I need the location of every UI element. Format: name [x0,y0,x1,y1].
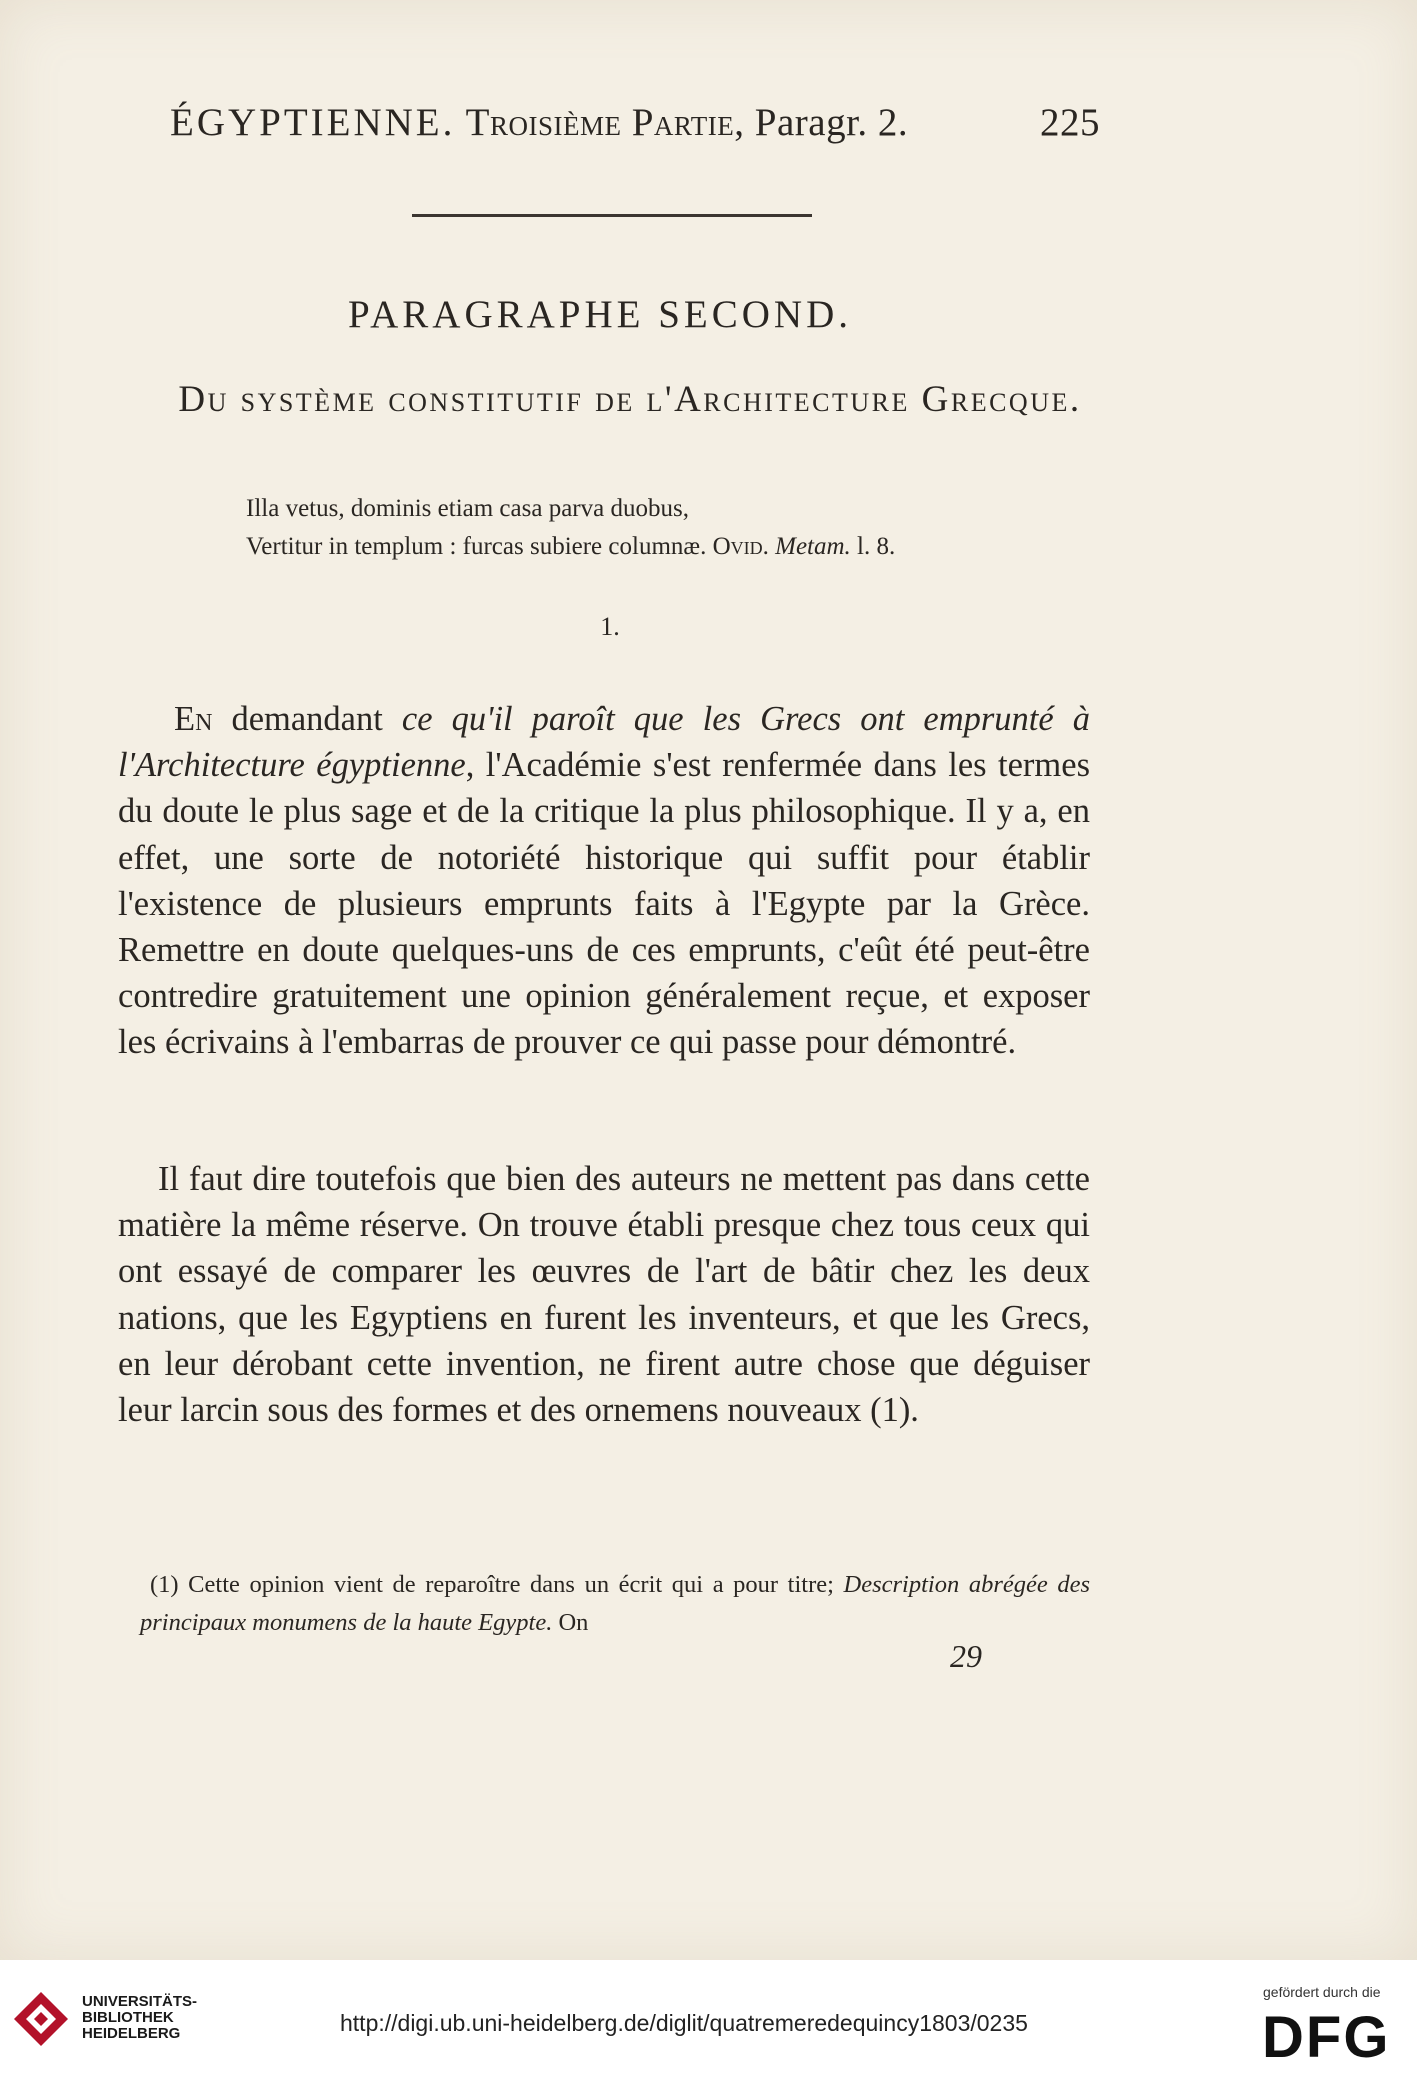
footnote-text-b: On [552,1609,589,1636]
paragraph-1-lead: En [174,700,213,738]
epigraph-line-2 [246,528,1126,566]
library-name: UNIVERSITÄTS- BIBLIOTHEK HEIDELBERG [82,1993,198,2042]
page-number: 225 [1040,101,1100,144]
paragraph-2: Il faut dire toutefois que bien des auteurs ne mettent pas dans cette matière la même réserve. On trouve établi presque chez tous ceux qui ont essayé de comparer les œuvres de l'art de bâtir chez les deux nations, que les Egyptiens en furent les inventeurs, et que les Grecs, en leur dérobant cette invention, ne firent autre chose que déguiser leur larcin sous des formes et des ornemens nouveaux (1). [118,1160,1090,1430]
epigraph-verse: Vertitur in templum : furcas subiere columnæ. [246,533,707,560]
paragraph-1-text-a: demandant [212,700,402,738]
epigraph-line-1: Illa vetus, dominis etiam casa parva duobus, [246,495,689,522]
paragraph-1 [118,696,1090,1066]
signature-mark: 29 [950,1638,982,1674]
running-head [170,100,1100,145]
paragraph-1-text-b: , l'Académie s'est renfermée dans les termes du doute le plus sage et de la critique la plus philosophique. Il y a, en effet, une sorte de notoriété historique qui suffit pour établir l'existence de plusieurs emprunts faits à l'Egypte par la Grèce. Remettre en doute quelques-uns de ces emprunts, c'eût été peut-être contredire gratuitement une opinion généralement reçue, et exposer les écrivains à l'embarras de prouver ce qui passe pour démontré. [118,746,1090,1062]
header-rule [412,214,812,217]
epigraph-reference: l. 8. [857,533,896,560]
footnote-text-a: (1) Cette opinion vient de reparoître dans un écrit qui a pour titre; [150,1571,844,1598]
section-number: 1. [600,612,620,641]
epigraph-author: Ovid. [712,533,769,560]
dfg-logo: DFG [1262,2005,1391,2070]
funding-label: gefördert durch die [1263,1984,1381,2000]
epigraph-work: Metam. [775,533,851,560]
running-head-title: ÉGYPTIENNE. [170,101,456,144]
running-head-part: Troisième Partie [465,101,735,144]
footer-bar [0,1960,1417,2082]
footnote-title: Description abrégée des principaux monumens de la haute Egypte. [140,1571,1090,1636]
epigraph [246,490,1126,566]
section-subtitle: Du système constitutif de l'Architecture Grecque. [178,379,1082,420]
permalink-url[interactable]: http://digi.ub.uni-heidelberg.de/diglit/quatremeredequincy1803/0235 [340,2010,1028,2036]
running-head-paragraph: , Paragr. 2. [734,101,909,144]
footnote [140,1566,1090,1642]
university-library-logo [12,1990,70,2048]
section-title: PARAGRAPHE SECOND. [348,293,852,336]
paragraph-1-quote: ce qu'il paroît que les Grecs ont emprunté à l'Architecture égyptienne [118,700,1090,785]
